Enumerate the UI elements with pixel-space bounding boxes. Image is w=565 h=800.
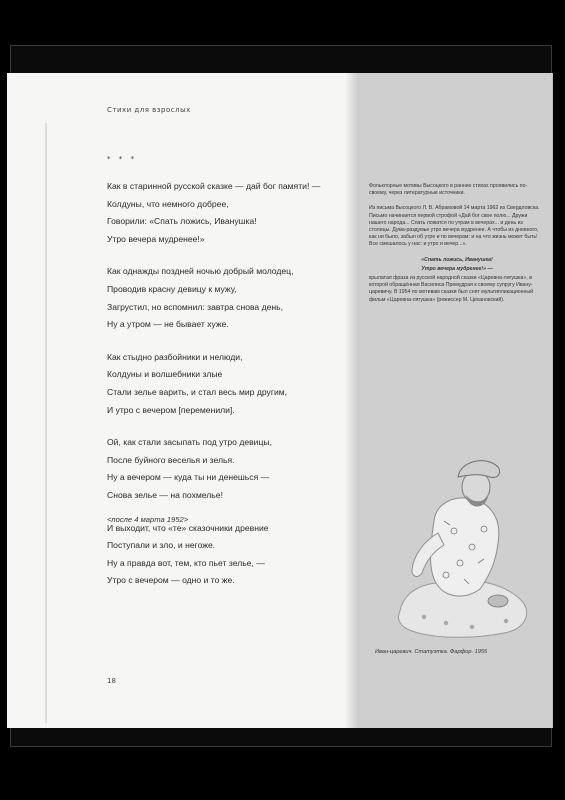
poem-line: Колдуны и волшебники злые bbox=[107, 369, 223, 380]
commentary-paragraph: Фольклорные мотивы Высоцкого в ранних стихах проявились по-своему, через литературные источники. bbox=[369, 183, 528, 197]
poem-line: Как однажды поздней ночью добрый молодец, bbox=[107, 266, 294, 277]
commentary-paragraph: крылатая фраза из русской народной сказки «Царевна-лягушка», в которой обращённая Василиса Премудрая к своему супругу Ивану-царевичу. В 1954 по мотивам сказки был снят мультипликационный фильм «Царевна-лягушка» (режиссер М. Цехановский). bbox=[369, 275, 534, 303]
page-number: 18 bbox=[107, 677, 116, 685]
poem-line: Снова зелье — на похмелье! bbox=[107, 489, 223, 500]
stanza bbox=[107, 349, 347, 419]
poem-line: После буйного веселья и зелья. bbox=[107, 454, 235, 465]
quote-line: «Спать ложись, Иванушка! bbox=[421, 256, 493, 263]
right-page bbox=[359, 73, 552, 728]
poem-line: Ну а утром — не бывает хуже. bbox=[107, 319, 229, 330]
figurine-frog bbox=[488, 595, 508, 607]
poem-line: Ну а вечером — куда ты ни денешься — bbox=[107, 472, 270, 483]
date-note: <после 4 марта 1952> bbox=[107, 515, 189, 524]
stanza bbox=[107, 263, 347, 333]
poem-line: Проводив красну девицу к мужу, bbox=[107, 283, 237, 294]
stanza bbox=[107, 520, 347, 590]
commentary-paragraph: Из письма Высоцкого Л. В. Абрамовой 14 марта 1962 из Свердловска. Письмо начинается первой строфой «Дай бог свое полю... Дружи нашего народа... Спать ложатся по утрам в вечерах... и день из столицы. Дума-раздумье утро вечера мудренее. А чтобы из дневного, как ни было, забыл об утре и по вечерам: и на что жизнь может быть! Все смешалось у нас: и утро и вечер...». bbox=[369, 205, 540, 248]
gutter-shadow bbox=[345, 73, 359, 728]
poem bbox=[107, 178, 347, 605]
left-page bbox=[7, 73, 359, 728]
figurine-hat bbox=[458, 461, 500, 478]
stanza bbox=[107, 434, 347, 504]
poem-line: Утро вечера мудренее!» bbox=[107, 233, 205, 244]
figure-caption: Иван-царевич. Статуэтка. Фарфор. 1955 bbox=[375, 649, 488, 655]
stanza bbox=[107, 178, 347, 248]
book-spread bbox=[7, 73, 552, 728]
section-stars: * * * bbox=[107, 155, 137, 163]
poem-line: Поступали и зло, и негоже. bbox=[107, 540, 216, 551]
commentary bbox=[369, 183, 545, 312]
poem-line: Как стыдно разбойники и нелюди, bbox=[107, 351, 243, 362]
poem-line: Загрустил, но вспомнил: завтра снова день, bbox=[107, 301, 284, 312]
poem-line: Говорили: «Спать ложись, Иванушка! bbox=[107, 216, 257, 227]
running-head: Стихи для взрослых bbox=[107, 106, 191, 114]
page-edge bbox=[45, 123, 47, 723]
poem-line: Стали зелье варить, и стал весь мир другим, bbox=[107, 386, 288, 397]
quote-line: Утро вечера мудренее!» — bbox=[421, 265, 493, 272]
porcelain-figurine-image bbox=[394, 451, 534, 643]
poem-line: Ну а правда вот, тем, кто пьет зелье, — bbox=[107, 557, 265, 568]
poem-line: Ой, как стали засыпать под утро девицы, bbox=[107, 437, 272, 448]
poem-line: Колдуны, что немного добрее, bbox=[107, 198, 229, 209]
poem-line: И утро с вечером [переменили]. bbox=[107, 404, 235, 415]
page-border bbox=[552, 73, 553, 728]
poem-line: И выходит, что «те» сказочники древние bbox=[107, 522, 269, 533]
poem-line: Как в старинной русской сказке — дай бог памяти! — bbox=[107, 181, 321, 191]
poem-line: Утро с вечером — одно и то же. bbox=[107, 575, 235, 586]
